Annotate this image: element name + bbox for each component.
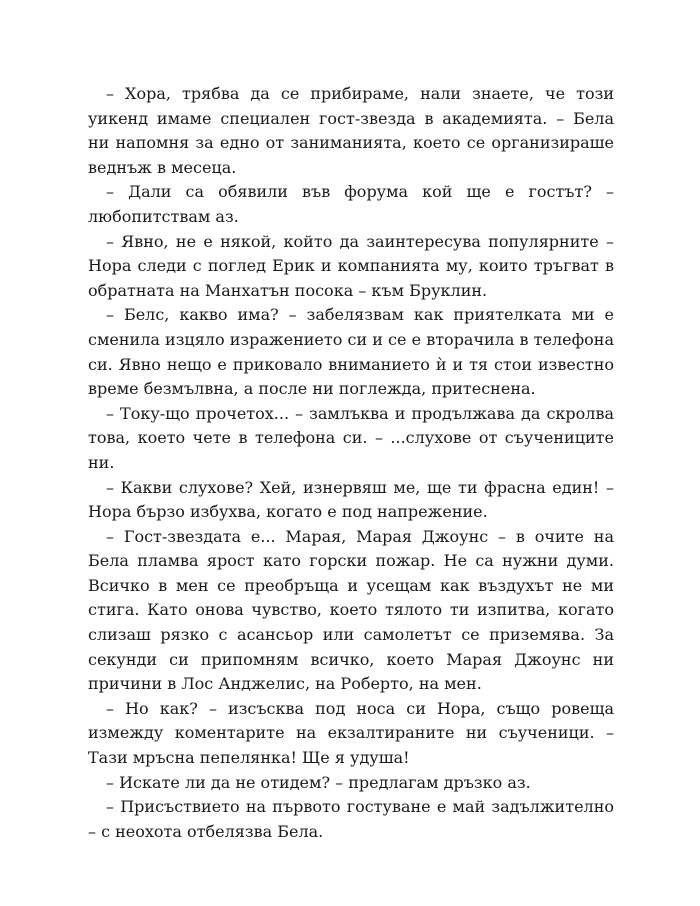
paragraph: – Явно, не е някой, който да заинтересува популярните – Нора следи с поглед Ерик и компанията му, които тръгват в обратната на Манхатън посока – към Бруклин. [88, 231, 614, 300]
paragraph: – Хора, трябва да се прибираме, нали знаете, че този уикенд имаме специален гост-звезда в академията. – Бела ни напомня за едно от заниманията, което се организираше веднъж в месеца. [88, 84, 614, 177]
paragraph: – Дали са обявили във форума кой ще е гостът? – любопитствам аз. [88, 182, 614, 226]
paragraph: – Но как? – изсъсква под носа си Нора, също ровеща измежду коментарите на екзалтираните ни съученици. – Тази мръсна пепелянка! Ще я удуша! [88, 698, 614, 768]
paragraph: – Белс, какво има? – забелязвам как приятелката ми е сменила изцяло изражението си и се е вторачила в телефона си. Явно нещо е приковало вниманието ѝ и тя стои известно време безмълвна, а после ни поглежда, притеснена. [88, 305, 614, 399]
paragraph: – Току-що прочетох... – замлъква и продължава да скролва това, което чете в телефона си. – ...слухове от съучениците ни. [88, 403, 614, 472]
paragraph: – Присъствието на първото гостуване е май задължително – с неохота отбелязва Бела. [88, 797, 614, 841]
page-text [88, 82, 614, 844]
paragraph: – Какви слухове? Хей, изнервяш ме, ще ти фрасна един! – Нора бързо избухва, когато е под напрежение. [88, 477, 614, 522]
paragraph: – Искате ли да не отидем? – предлагам дръзко аз. [106, 772, 531, 792]
paragraph: – Гост-звездата е... Марая, Марая Джоунс – в очите на Бела пламва ярост като горски пожар. Не са нужни думи. Всичко в мен се преобръща и усещам как въздухът не ми стига. Като онова чувство, което тялото ти изпитва, когато слизаш рязко с асансьор или самолетът се приземява. За секунди си припомням всичко, което Марая Джоунс ни причини в Лос Анджелис, на Роберто, на мен. [88, 526, 614, 694]
